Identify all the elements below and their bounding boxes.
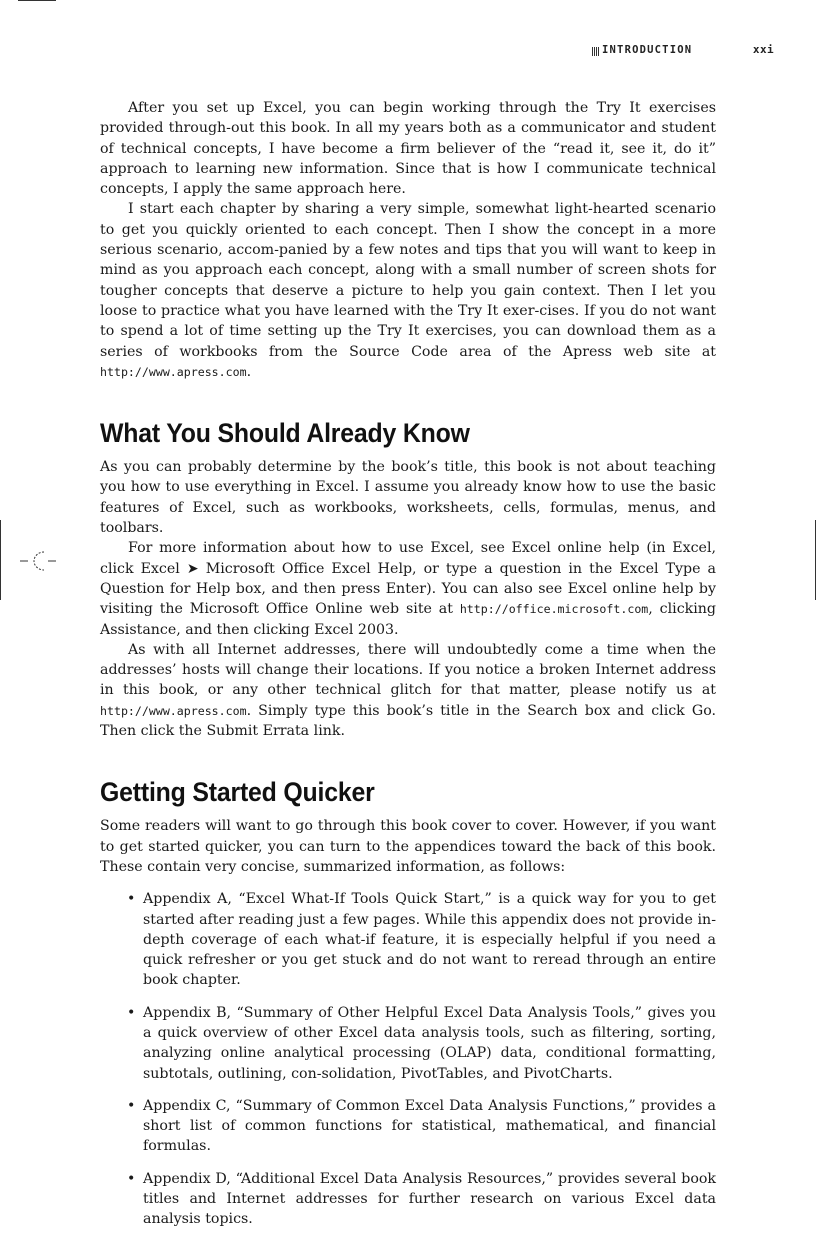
section1-paragraph-2-text: For more information about how to use Excel, see Excel online help (in Excel, click Excel ➤ Microsoft Office Excel Help, or type a question in the Excel Type a Question for Help box, and then press Enter). You can also see Excel online help by visiting the Microsoft Office Online web site at [100,540,716,618]
list-item [127,889,716,990]
intro-paragraph-1 [100,98,716,199]
page-number: xxi [752,43,774,56]
bullet-icon: • [127,1097,136,1114]
intro-paragraph-2-text: I start each chapter by sharing a very simple, somewhat light-hearted scenario to get you quickly oriented to each concept. Then I show the concept in a more serious scenario, accom-panied by a few notes and tips that you will want to keep in mind as you approach each concept, along with a small number of screen shots for tougher concepts that deserve a picture to help you gain context. Then I let you loose to practice what you have learned with the Try It exer-cises. If you do not want to spend a lot of time setting up the Try It exercises, you can download them as a series of workbooks from the Source Code area of the Apress web site at [100,201,716,360]
header-bar-icon [592,47,600,56]
section-label: INTRODUCTION [602,44,693,56]
section1-paragraph-2 [100,538,716,639]
registration-mark-icon [20,548,56,574]
heading-what-you-should-already-know: What You Should Already Know [100,418,470,449]
intro-paragraph-2 [100,199,716,382]
page-body [100,98,716,1242]
list-item-text: Appendix A, “Excel What-If Tools Quick Start,” is a quick way for you to get started after reading just a few pages. While this appendix does not provide in-depth coverage of each what-if feature, it is especially helpful if you need a quick refresher or you get stuck and do not want to reread through an entire book chapter. [143,891,716,989]
list-item [127,1096,716,1157]
section1-paragraph-1: As you can probably determine by the book’s title, this book is not about teaching you how to use everything in Excel. I assume you already know how to use the basic features of Excel, such as workbooks, worksheets, cells, formulas, menus, and toolbars. [100,459,716,537]
bullet-icon: • [127,1004,136,1021]
list-item-text: Appendix B, “Summary of Other Helpful Excel Data Analysis Tools,” gives you a quick overview of other Excel data analysis tools, such as filtering, sorting, analyzing online analytical processing (OLAP) data, conditional formatting, subtotals, outlining, con-solidation, PivotTables, and PivotCharts. [143,1004,716,1082]
crop-mark-top [18,0,56,1]
list-item [127,1169,716,1230]
section1-paragraph-3-text: As with all Internet addresses, there will undoubtedly come a time when the addresses’ hosts will change their locations. If you notice a broken Internet address in this book, or any other technical glitch for that matter, please notify us at [100,641,716,699]
intro-paragraph-2-end: . [246,363,252,380]
section1-paragraph-3-end: . Simply type this book’s title in the Search box and click Go. Then click the Submit Errata link. [100,702,716,740]
heading-getting-started-quicker: Getting Started Quicker [100,777,375,808]
list-item-text: Appendix D, “Additional Excel Data Analysis Resources,” provides several book titles and Internet addresses for further research on various Excel data analysis topics. [143,1170,716,1228]
section2-paragraph-1: Some readers will want to go through this book cover to cover. However, if you want to get started quicker, you can turn to the appendices toward the back of this book. These contain very concise, summarized information, as follows: [100,818,716,875]
bullet-icon: • [127,1170,136,1187]
apress-url-errata: http://www.apress.com [100,703,247,718]
registration-line-left [0,520,1,600]
list-item-text: Appendix C, “Summary of Common Excel Data Analysis Functions,” provides a short list of common functions for statistical, mathematical, and financial formulas. [143,1097,716,1155]
intro-paragraph-1-text: After you set up Excel, you can begin working through the Try It exercises provided through-out this book. In all my years both as a communicator and student of technical concepts, I have become a firm believer of the “read it, see it, do it” approach to learning new information. Since that is how I communicate technical concepts, I apply the same approach here. [100,100,716,198]
section1-paragraph-2-end: , clicking Assistance, and then clicking Excel 2003. [100,601,716,638]
list-item [127,1003,716,1084]
appendix-list [100,889,716,1229]
section1-paragraph-3 [100,640,716,741]
bullet-icon: • [127,891,136,908]
apress-url: http://www.apress.com [100,364,247,379]
office-url: http://office.microsoft.com [459,602,649,617]
running-head [592,44,776,60]
